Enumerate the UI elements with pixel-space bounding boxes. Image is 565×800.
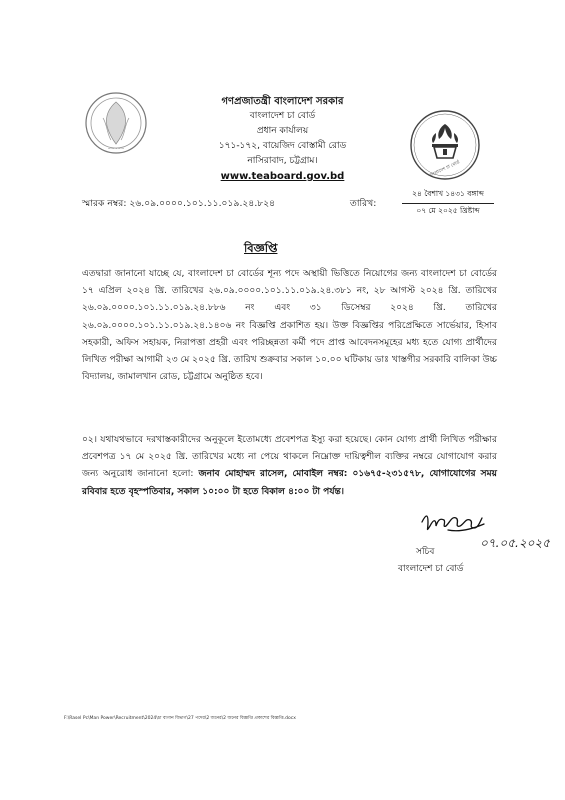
contact-details: জনাব মোহাম্মদ রাসেল, মোবাইল নম্বর: ০১৬৭৫-২৩১৫৭৮, যোগাযোগের সময় রবিবার হতে বৃহস্পতিবার, সকাল ১০:০০ টা হতে বিকাল ৪:০০ টা পর্যন্ত। (82, 469, 497, 497)
file-path-footer: F:\Rasel Pc\Man Power\Recruitment\2024\চা বাগান বিভাগ\27 পদের\2 জনের\2 জনের বিজ্ঞপ্তি প্রকাশের বিজ্ঞপ্তি.docx (64, 716, 296, 721)
paragraph-2-text: ০২। যথাযথভাবে দরখাস্তকারীদের অনুকূলে ইতোমধ্যে প্রবেশপত্র ইস্যু করা হয়েছে। কোন যোগ্য প্রার্থী লিখিত পরীক্ষার প্রবেশপত্র ১৭ মে ২০২৫ খ্রি. তারিখের মধ্যে না পেয়ে থাকলে নিম্নোক্ত দায়িত্বশীল ব্যক্তির নম্বরে যোগাযোগ করার জন্য অনুরোধ জানানো হলো: (82, 435, 497, 480)
signature-block (398, 508, 550, 578)
signatory-organization: বাংলাদেশ চা বোর্ড (398, 564, 464, 574)
handwritten-date: ০৭.০৫.২০২৫ (480, 536, 550, 550)
address-line-2: নাসিরাবাদ, চট্টগ্রাম। (247, 156, 318, 166)
government-seal-icon (83, 88, 149, 158)
date-label: তারিখ: (350, 198, 377, 209)
memo-number: স্মারক নম্বর: ২৬.০৯.০০০০.১০১.১১.০১৯.২৪.৮২৪ (82, 198, 276, 209)
tea-board-logo-icon (406, 106, 484, 184)
signatory-designation: সচিব (416, 547, 435, 557)
date-block (402, 189, 494, 218)
handwritten-date-icon (478, 532, 550, 552)
letterhead (170, 94, 395, 184)
website-link[interactable]: www.teaboard.gov.bd (220, 171, 345, 182)
date-english: ০৭ মে ২০২৫ খ্রিষ্টাব্দ (416, 206, 480, 215)
office-name: প্রধান কার্যালয় (256, 126, 309, 136)
paragraph-2 (82, 432, 497, 501)
government-name: গণপ্রজাতন্ত্রী বাংলাদেশ সরকার (221, 96, 344, 107)
organization-name: বাংলাদেশ চা বোর্ড (249, 111, 316, 121)
seal-text: বাংলাদেশ চা বোর্ড (428, 160, 461, 179)
paragraph-1: এতদ্বারা জানানো যাচ্ছে যে, বাংলাদেশ চা বোর্ডের শূন্য পদে অস্থায়ী ভিত্তিতে নিয়োগের জন্য বাংলাদেশ চা বোর্ডের ১৭ এপ্রিল ২০২৪ খ্রি. তারিখের ২৬.০৯.০০০০.১০১.১১.০১৯.২৪.৩৮১ নং, ২৮ আগস্ট ২০২৪ খ্রি. তারিখের ২৬.০৯.০০০০.১০১.১১.০১৯.২৪.৮৮৬ নং এবং ৩১ ডিসেম্বর ২০২৪ খ্রি. তারিখের ২৬.০৯.০০০০.১০১.১১.০১৯.২৪.১৪০৬ নং বিজ্ঞপ্তি প্রকাশিত হয়। উক্ত বিজ্ঞপ্তির পরিপ্রেক্ষিতে সার্ভেয়ার, হিসাব সহকারী, অফিস সহায়ক, নিরাপত্তা প্রহরী এবং পরিচ্ছন্নতা কর্মী পদে প্রাপ্ত আবেদনসমূহের মধ্য হতে যোগ্য প্রার্থীদের লিখিত পরীক্ষা আগামী ২৩ মে ২০২৫ খ্রি. তারিখ শুক্রবার সকাল ১০.০০ ঘটিকায় ডাঃ খাস্তগীর সরকারি বালিকা উচ্চ বিদ্যালয়, জামালখান রোড, চট্টগ্রামে অনুষ্ঠিত হবে। (82, 269, 497, 383)
svg-text:~~~~~: ~~~~~ (107, 146, 125, 151)
address-line-1: ১৭১-১৭২, বায়েজিদ বোস্তামী রোড (218, 141, 347, 151)
date-bangla: ২৪ বৈশাখ ১৪৩১ বঙ্গাব্দ (402, 189, 494, 204)
notice-title: বিজ্ঞপ্তি (244, 241, 278, 255)
